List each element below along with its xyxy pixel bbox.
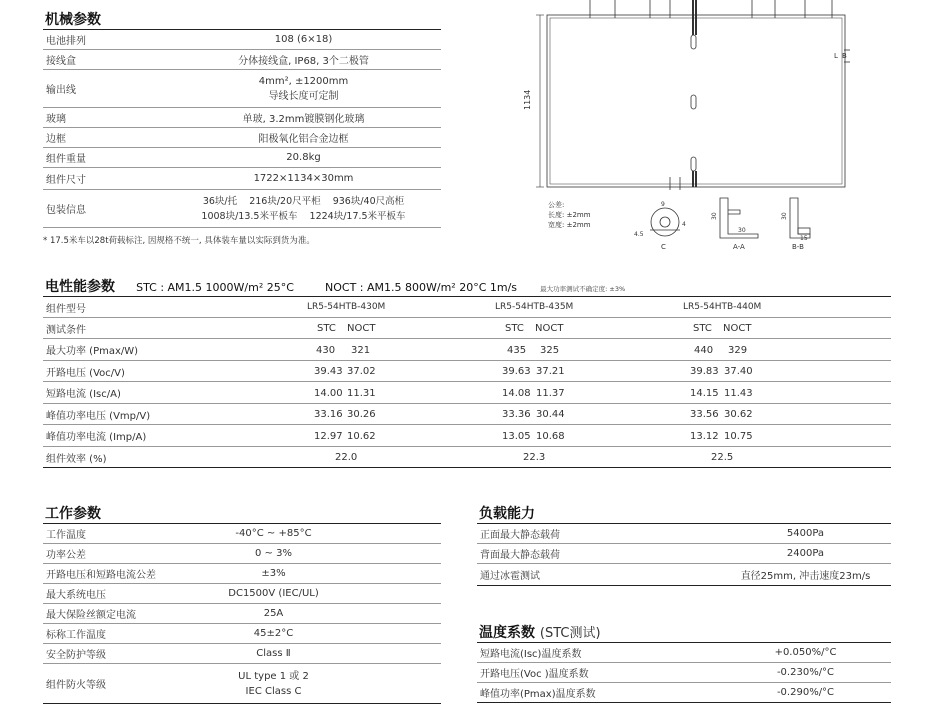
row-value: ±3% bbox=[261, 568, 286, 579]
row-label: 短路电流(Isc)温度系数 bbox=[480, 649, 582, 660]
row-label: 开路电压(Voc )温度系数 bbox=[480, 669, 589, 680]
table-row bbox=[43, 297, 891, 318]
model-col-2: LR5-54HTB-435M bbox=[495, 302, 574, 312]
table-row bbox=[43, 564, 441, 584]
table-row bbox=[43, 148, 441, 168]
cell-stc: 435 bbox=[507, 345, 527, 356]
table-row bbox=[43, 361, 891, 382]
table-row bbox=[43, 447, 891, 468]
row-label: 工作温度 bbox=[46, 530, 86, 541]
row-label: 组件型号 bbox=[46, 303, 86, 315]
table-row bbox=[43, 128, 441, 148]
noct-col-2: NOCT bbox=[535, 323, 564, 334]
row-label: 组件尺寸 bbox=[46, 175, 86, 186]
row-value: 阳极氧化铝合金边框 bbox=[258, 134, 349, 145]
row-value-line2: 导线长度可定制 bbox=[268, 90, 339, 102]
row-label: 安全防护等级 bbox=[46, 650, 106, 661]
table-row bbox=[43, 318, 891, 339]
table-row bbox=[43, 544, 441, 564]
cell-noct: 321 bbox=[351, 345, 371, 356]
table-row bbox=[477, 544, 891, 564]
cell-stc: 14.15 bbox=[690, 388, 719, 399]
row-value-line1: UL type 1 或 2 bbox=[238, 670, 309, 682]
section-label-b: B bbox=[842, 52, 847, 60]
cell-noct: 37.21 bbox=[536, 366, 565, 377]
table-row bbox=[477, 524, 891, 544]
row-label: 组件防火等级 bbox=[46, 680, 106, 691]
dim-1134: 1134 bbox=[523, 89, 532, 110]
row-label: 通过冰雹测试 bbox=[480, 571, 540, 582]
table-row bbox=[43, 624, 441, 644]
table-row bbox=[43, 584, 441, 604]
row-value-line1: 36块/托 216块/20尺平柜 936块/40尺高柜 bbox=[202, 195, 405, 207]
row-label: 背面最大静态载荷 bbox=[480, 550, 560, 561]
table-row bbox=[43, 190, 441, 228]
temperature-title: 温度系数 bbox=[479, 625, 535, 641]
table-row bbox=[43, 50, 441, 70]
row-label: 短路电流 (Isc/A) bbox=[46, 389, 121, 400]
row-value: +0.050%/°C bbox=[774, 647, 837, 658]
stc-col-3: STC bbox=[693, 323, 712, 334]
row-value: 单玻, 3.2mm镀膜钢化玻璃 bbox=[242, 114, 365, 125]
electrical-heading bbox=[45, 276, 625, 296]
row-value: -0.290%/°C bbox=[776, 687, 835, 698]
cell-noct: 10.75 bbox=[724, 431, 753, 442]
row-value-line2: 1008块/13.5米平板车 1224块/17.5米平板车 bbox=[201, 210, 406, 222]
row-label: 峰值功率(Pmax)温度系数 bbox=[480, 689, 596, 700]
row-label: 功率公差 bbox=[46, 550, 86, 561]
row-value: 分体接线盒, IP68, 3个二极管 bbox=[238, 56, 369, 67]
efficiency-col-2: 22.3 bbox=[523, 452, 546, 463]
cell-stc: 33.36 bbox=[502, 409, 531, 420]
table-row bbox=[43, 339, 891, 361]
cell-stc: 13.12 bbox=[690, 431, 719, 442]
row-label: 玻璃 bbox=[46, 114, 66, 125]
efficiency-col-3: 22.5 bbox=[711, 452, 734, 463]
mechanical-title: 机械参数 bbox=[45, 12, 101, 28]
dim-15: 15 bbox=[800, 235, 808, 242]
table-row bbox=[43, 382, 891, 404]
table-row bbox=[43, 404, 891, 425]
tolerance-title: 公差: bbox=[548, 201, 565, 209]
row-value bbox=[186, 669, 441, 699]
stc-col-2: STC bbox=[505, 323, 524, 334]
dim-30-b: 30 bbox=[738, 227, 746, 234]
module-drawing bbox=[520, 0, 847, 262]
cell-stc: 39.63 bbox=[502, 366, 531, 377]
model-col-3: LR5-54HTB-440M bbox=[683, 302, 762, 312]
table-row bbox=[43, 108, 441, 128]
row-value-line2: IEC Class C bbox=[245, 685, 302, 697]
row-value: 5400Pa bbox=[786, 528, 825, 539]
cell-stc: 33.56 bbox=[690, 409, 719, 420]
row-label: 最大保险丝额定电流 bbox=[46, 610, 136, 621]
row-label: 接线盒 bbox=[46, 56, 76, 67]
row-label: 开路电压 (Voc/V) bbox=[46, 367, 125, 379]
cell-stc: 13.05 bbox=[502, 431, 531, 442]
cell-noct: 11.31 bbox=[347, 388, 376, 399]
row-value: 0 ~ 3% bbox=[255, 548, 292, 559]
row-label: 峰值功率电流 (Imp/A) bbox=[46, 432, 147, 443]
table-row bbox=[43, 425, 891, 447]
row-value: 25A bbox=[263, 608, 284, 619]
electrical-title: 电性能参数 bbox=[45, 279, 115, 295]
model-col-1: LR5-54HTB-430M bbox=[307, 302, 386, 312]
row-value: 1722×1134×30mm bbox=[253, 173, 354, 184]
table-row bbox=[477, 643, 891, 663]
cell-noct: 37.40 bbox=[724, 366, 753, 377]
cell-stc: 12.97 bbox=[314, 431, 343, 442]
table-row bbox=[477, 663, 891, 683]
cell-stc: 39.43 bbox=[314, 366, 343, 377]
cell-stc: 14.08 bbox=[502, 388, 531, 399]
row-label: 最大功率 (Pmax/W) bbox=[46, 346, 139, 357]
temperature-heading bbox=[479, 622, 601, 642]
tolerance-width: 宽度: ±2mm bbox=[548, 221, 591, 229]
table-row bbox=[43, 664, 441, 704]
detail-c-label: C bbox=[661, 243, 666, 251]
row-value: 108 (6×18) bbox=[274, 34, 333, 45]
cell-noct: 329 bbox=[728, 345, 748, 356]
row-value: 20.8kg bbox=[286, 152, 321, 163]
row-label: 电池排列 bbox=[46, 36, 86, 47]
row-label: 包装信息 bbox=[46, 205, 86, 216]
table-row bbox=[43, 644, 441, 664]
row-value: Class Ⅱ bbox=[256, 648, 291, 659]
dim-4-5: 4.5 bbox=[634, 231, 644, 238]
table-row bbox=[43, 604, 441, 624]
efficiency-col-1: 22.0 bbox=[335, 452, 358, 463]
cell-stc: 430 bbox=[316, 345, 336, 356]
cell-noct: 10.68 bbox=[536, 431, 565, 442]
row-label: 标称工作温度 bbox=[46, 630, 106, 641]
dim-30-c: 30 bbox=[781, 212, 788, 220]
table-row bbox=[477, 683, 891, 703]
row-label: 正面最大静态载荷 bbox=[480, 530, 560, 541]
noct-col-3: NOCT bbox=[723, 323, 752, 334]
table-row bbox=[477, 564, 891, 586]
tolerance-length: 长度: ±2mm bbox=[548, 211, 591, 219]
table-row bbox=[43, 70, 441, 108]
noct-col-1: NOCT bbox=[347, 323, 376, 334]
dim-30-a: 30 bbox=[711, 212, 718, 220]
row-label: 最大系统电压 bbox=[46, 590, 106, 601]
table-row bbox=[43, 524, 441, 544]
cell-noct: 11.43 bbox=[724, 388, 753, 399]
cell-noct: 11.37 bbox=[536, 388, 565, 399]
cell-noct: 30.62 bbox=[724, 409, 753, 420]
row-value bbox=[166, 194, 441, 224]
row-label: 开路电压和短路电流公差 bbox=[46, 570, 156, 581]
row-value: 45±2°C bbox=[253, 628, 294, 639]
cell-stc: 14.00 bbox=[314, 388, 343, 399]
cell-noct: 30.26 bbox=[347, 409, 376, 420]
section-bb-label: B-B bbox=[792, 243, 804, 251]
noct-condition: NOCT : AM1.5 800W/m² 20°C 1m/s bbox=[325, 281, 518, 294]
row-label: 边框 bbox=[46, 134, 66, 145]
row-value-line1: 4mm², ±1200mm bbox=[258, 75, 349, 87]
row-label: 峰值功率电压 (Vmp/V) bbox=[46, 410, 151, 422]
load-title: 负载能力 bbox=[479, 506, 535, 522]
table-row bbox=[43, 168, 441, 190]
dim-4: 4 bbox=[682, 221, 686, 228]
section-aa-label: A-A bbox=[733, 243, 745, 251]
operating-title: 工作参数 bbox=[45, 506, 101, 522]
row-label: 输出线 bbox=[46, 85, 76, 96]
uncertainty-note: 最大功率测试不确定度: ±3% bbox=[540, 285, 626, 293]
row-value: -0.230%/°C bbox=[776, 667, 835, 678]
cell-stc: 39.83 bbox=[690, 366, 719, 377]
row-label: 测试条件 bbox=[46, 324, 86, 336]
row-label: 组件效率 (%) bbox=[46, 453, 107, 465]
row-value: DC1500V (IEC/UL) bbox=[228, 588, 319, 599]
cell-stc: 440 bbox=[694, 345, 714, 356]
table-row bbox=[43, 30, 441, 50]
row-value bbox=[166, 74, 441, 104]
cell-noct: 325 bbox=[540, 345, 560, 356]
cell-noct: 10.62 bbox=[347, 431, 376, 442]
row-value: 2400Pa bbox=[786, 548, 825, 559]
section-label-l: L bbox=[834, 52, 838, 60]
cell-noct: 37.02 bbox=[347, 366, 376, 377]
mechanical-note: * 17.5米车以28t荷载标注, 因规格不统一, 具体装车量以实际到货为准。 bbox=[43, 236, 315, 246]
cell-stc: 33.16 bbox=[314, 409, 343, 420]
stc-col-1: STC bbox=[317, 323, 336, 334]
cell-noct: 30.44 bbox=[536, 409, 565, 420]
row-label: 组件重量 bbox=[46, 154, 86, 165]
row-value: 直径25mm, 冲击速度23m/s bbox=[740, 571, 871, 582]
row-value: -40°C ~ +85°C bbox=[235, 528, 312, 539]
stc-condition: STC : AM1.5 1000W/m² 25°C bbox=[136, 281, 294, 294]
dim-9: 9 bbox=[661, 201, 665, 208]
temperature-subtitle: (STC测试) bbox=[539, 626, 601, 641]
